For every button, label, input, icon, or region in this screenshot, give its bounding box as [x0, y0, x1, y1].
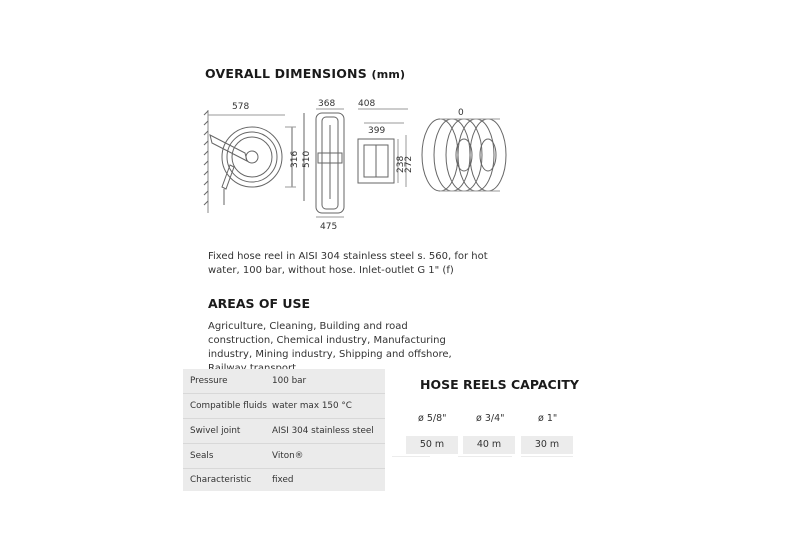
areas-of-use-title: AREAS OF USE: [208, 296, 311, 311]
capacity-divider: [521, 456, 573, 457]
dim-label-475: 475: [320, 222, 338, 232]
spec-value: fixed: [272, 475, 294, 485]
spec-label: Swivel joint: [190, 426, 241, 436]
dimensions-title: [205, 66, 405, 81]
hose-reel-technical-drawing: [200, 95, 540, 235]
capacity-divider: [458, 456, 512, 457]
capacity-divider: [392, 456, 430, 457]
capacity-length-3-4: 40 m: [463, 436, 515, 454]
dim-label-238: 238: [396, 155, 406, 173]
spec-label: Pressure: [190, 376, 228, 386]
spec-row-characteristic: [183, 469, 385, 491]
capacity-length-5-8: 50 m: [406, 436, 458, 454]
dim-label-408: 408: [358, 99, 376, 109]
dim-label-510: 510: [302, 150, 312, 168]
spec-row-pressure: [183, 369, 385, 394]
spec-table: [183, 369, 385, 491]
spec-value: 100 bar: [272, 376, 307, 386]
capacity-diameter-1: ø 1": [538, 413, 558, 424]
areas-of-use-text: Agriculture, Cleaning, Building and road construction, Chemical industry, Manufacturing industry, Mining industry, Shipping and offshore,: [208, 321, 452, 360]
dim-label-368: 368: [318, 99, 336, 109]
spec-value: AISI 304 stainless steel: [272, 426, 374, 436]
dim-label-0: 0: [458, 108, 464, 118]
dim-label-578: 578: [232, 102, 250, 112]
capacity-length-1: 30 m: [521, 436, 573, 454]
spec-label: Compatible fluids: [190, 401, 267, 411]
dim-label-316: 316: [290, 150, 300, 168]
spec-row-seals: [183, 444, 385, 469]
dim-label-272: 272: [404, 155, 414, 173]
spec-row-swivel-joint: [183, 419, 385, 444]
capacity-diameter-3-4: ø 3/4": [476, 413, 505, 424]
capacity-diameter-5-8: ø 5/8": [418, 413, 447, 424]
spec-label: Seals: [190, 451, 214, 461]
dimensions-title-text: OVERALL DIMENSIONS: [205, 66, 367, 81]
dim-label-399: 399: [368, 126, 386, 136]
product-description: Fixed hose reel in AISI 304 stainless steel s. 560, for hot water, 100 bar, without hose. Inlet-outlet G 1" (f): [208, 251, 488, 276]
spec-value: Viton®: [272, 451, 304, 461]
dimensions-unit: (mm): [371, 68, 406, 81]
spec-value: water max 150 °C: [272, 401, 352, 411]
spec-row-compatible-fluids: [183, 394, 385, 419]
spec-label: Characteristic: [190, 475, 252, 485]
dimension-drawing: [200, 95, 540, 235]
capacity-title: HOSE REELS CAPACITY: [420, 377, 579, 392]
